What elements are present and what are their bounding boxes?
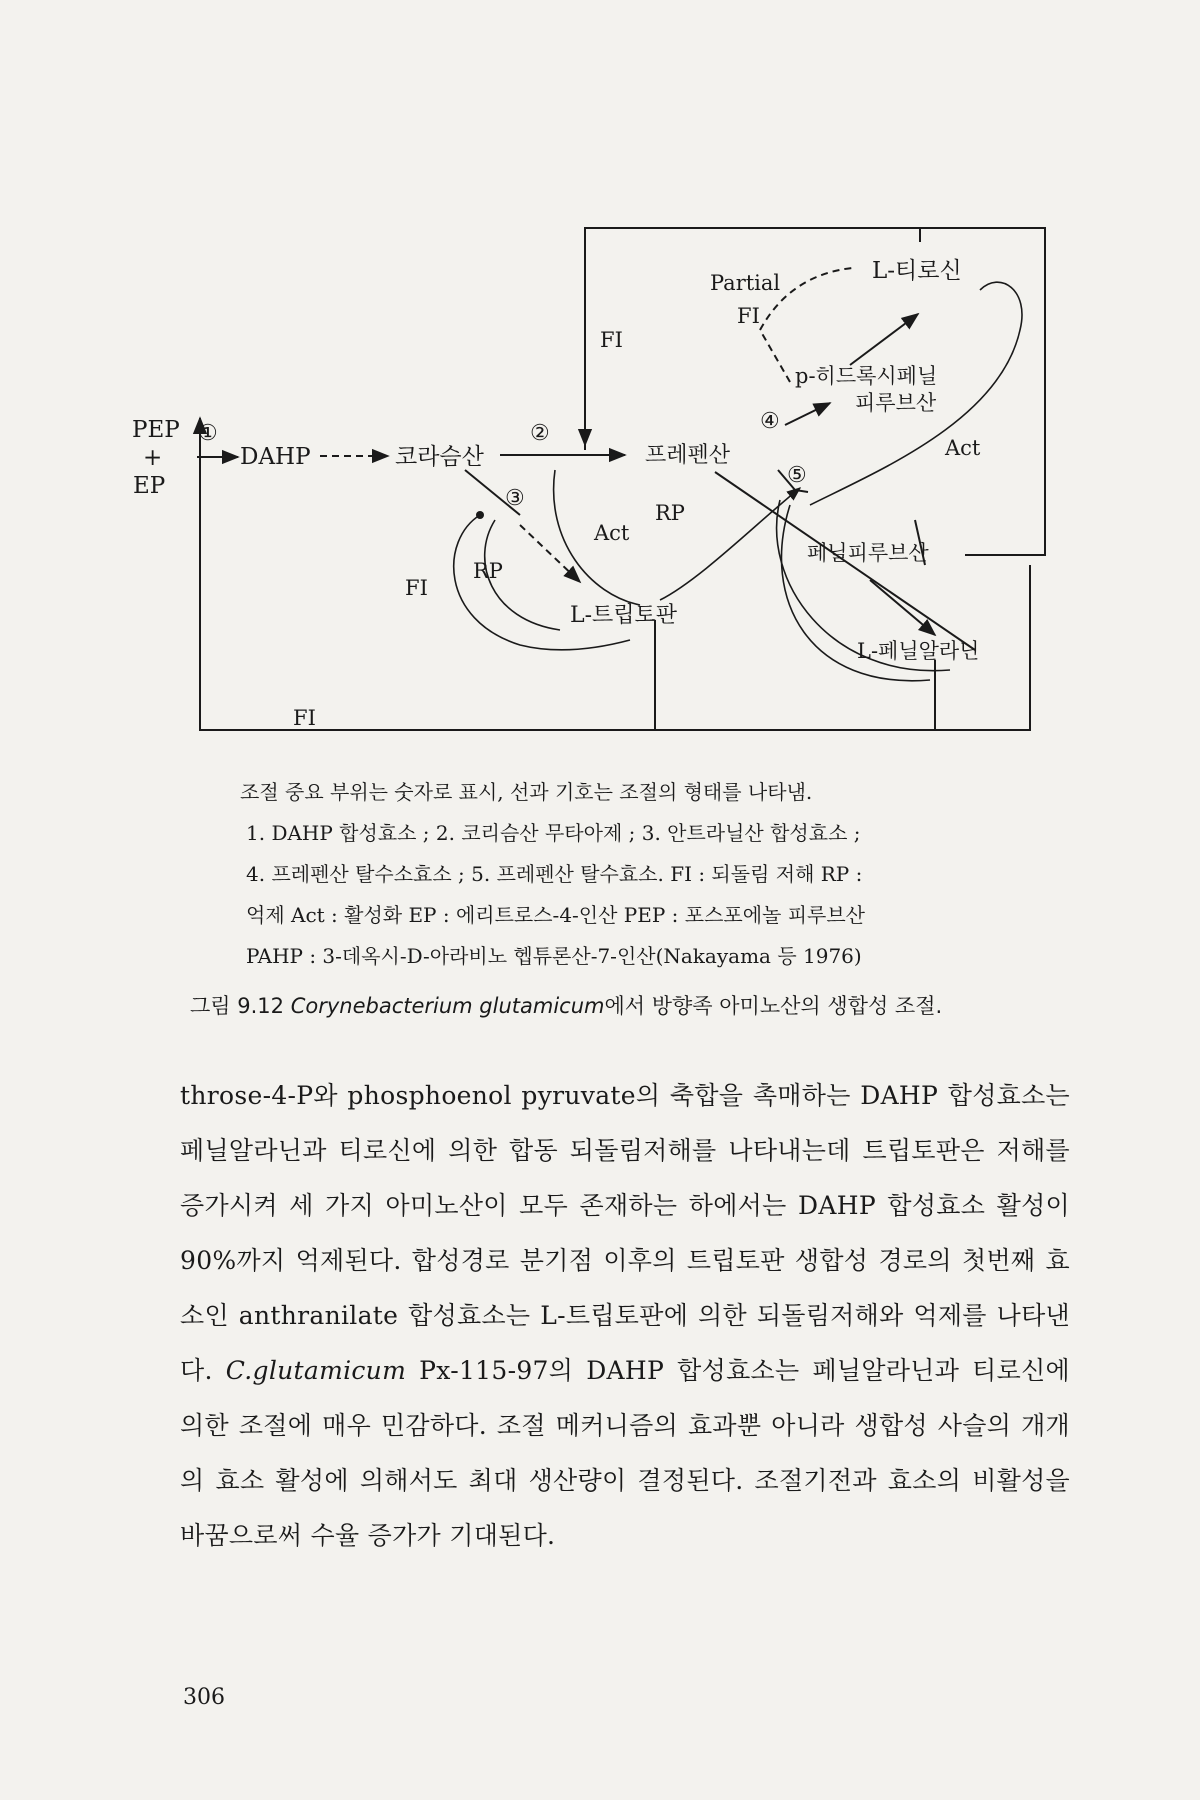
label-rp-left: RP bbox=[473, 559, 503, 583]
label-dahp: DAHP bbox=[240, 444, 311, 470]
label-pep: PEP bbox=[132, 417, 180, 443]
label-hpp: p-히드록시페닐 bbox=[795, 364, 938, 388]
label-ep: EP bbox=[133, 473, 166, 499]
site-4: ④ bbox=[760, 409, 780, 434]
label-rp-right: RP bbox=[655, 501, 685, 525]
caption-prefix: 그림 9.12 bbox=[190, 994, 291, 1018]
note-line-3: 4. 프레펜산 탈수소효소 ; 5. 프레펜산 탈수효소. FI : 되돌림 저해 RP : bbox=[246, 862, 863, 886]
note-line-2: 1. DAHP 합성효소 ; 2. 코리슴산 무타아제 ; 3. 안트라닐산 합성효소 ; bbox=[246, 821, 861, 845]
label-chorismate: 코라슴산 bbox=[395, 444, 484, 470]
label-fi-left: FI bbox=[405, 576, 428, 600]
note-line-4: 억제 Act : 활성화 EP : 에리트로스-4-인산 PEP : 포스포에놀 피루브산 bbox=[246, 903, 866, 927]
label-partial-fi: FI bbox=[737, 304, 760, 328]
caption-organism: Corynebacterium glutamicum bbox=[290, 994, 605, 1018]
label-hpp-2: 피루브산 bbox=[855, 391, 937, 415]
figure-caption bbox=[190, 990, 1090, 1020]
label-l-phenylalanine: L-페닐알라닌 bbox=[857, 639, 980, 663]
label-l-tyrosine: L-티로신 bbox=[872, 258, 962, 284]
note-line-5: PAHP : 3-데옥시-D-아라비노 헵튜론산-7-인산(Nakayama 등 1976) bbox=[246, 944, 862, 968]
site-1: ① bbox=[198, 421, 218, 446]
figure-notes bbox=[240, 772, 1060, 977]
label-plus: + bbox=[143, 445, 163, 471]
regulation-arcs bbox=[454, 282, 1022, 681]
site-3: ③ bbox=[505, 486, 525, 511]
pathway-diagram bbox=[0, 0, 1200, 760]
body-paragraph bbox=[180, 1068, 1070, 1563]
label-l-tryptophan: L-트립토판 bbox=[570, 603, 678, 628]
label-partial: Partial bbox=[710, 271, 781, 295]
label-act-right: Act bbox=[945, 436, 981, 460]
site-5: ⑤ bbox=[787, 463, 807, 488]
body-text-2: Px-115-97의 DAHP 합성효소는 페닐알라닌과 티로신에 의한 조절에 매우 민감하다. 조절 메커니즘의 효과뿐 아니라 생합성 사슬의 개개의 효소 활성에 의해서도 최대 생산량이 결정된다. 조절기전과 효소의 비활성을 바꿈으로써 수율 증가가 기대된다. bbox=[180, 1356, 1070, 1550]
note-line-1: 조절 중요 부위는 숫자로 표시, 선과 기호는 조절의 형태를 나타냄. bbox=[240, 780, 813, 804]
caption-suffix: 에서 방향족 아미노산의 생합성 조절. bbox=[604, 994, 943, 1018]
site-2: ② bbox=[530, 421, 550, 446]
body-text-1: throse-4-P와 phosphoenol pyruvate의 축합을 촉매하는 DAHP 합성효소는 페닐알라닌과 티로신에 의한 합동 되돌림저해를 나타내는데 트립토판은 저해를 증가시켜 세 가지 아미노산이 모두 존재하는 하에서는 DAHP 합성효소 활성이 90%까지 억제된다. 합성경로 분기점 이후의 트립토판 생합성 경로의 첫번째 효소인 anthranilate 합성효소는 L-트립토판에 의한 되돌림저해와 억제를 나타낸다. bbox=[180, 1081, 1070, 1385]
label-fi-bottom: FI bbox=[293, 706, 316, 730]
body-species: C.glutamicum bbox=[225, 1356, 407, 1385]
label-phenylpyruvate: 페닐피루브산 bbox=[807, 541, 929, 565]
page-number: 306 bbox=[183, 1685, 225, 1710]
label-fi-top: FI bbox=[600, 328, 623, 352]
label-act-mid: Act bbox=[594, 521, 630, 545]
label-prephenate: 프레펜산 bbox=[645, 443, 731, 468]
